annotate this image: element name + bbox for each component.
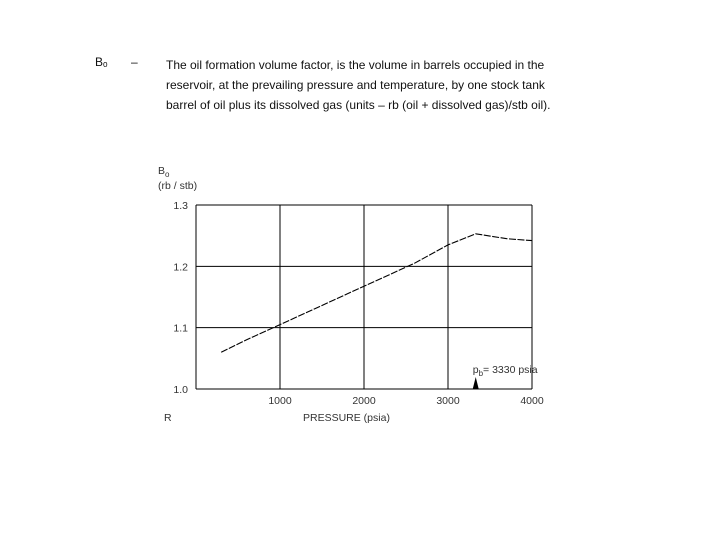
definition-dash: –	[131, 55, 138, 69]
x-tick-label: 1000	[268, 395, 292, 407]
x-tick-label: 4000	[520, 395, 544, 407]
definition-symbol: Bₒ	[95, 55, 108, 69]
y-axis-label: $B_o$	[158, 165, 170, 179]
corner-label: R	[164, 412, 172, 424]
y-tick-label: 1.0	[173, 384, 188, 396]
chart-series	[221, 234, 532, 352]
bubble-point-marker	[473, 377, 479, 389]
x-tick-label: 3000	[436, 395, 460, 407]
y-tick-label: 1.3	[173, 200, 188, 212]
y-tick-label: 1.1	[173, 322, 188, 335]
definition-line-3: barrel of oil plus its dissolved gas (units – rb (oil + dissolved gas)/stb oil).	[166, 98, 551, 112]
x-axis-label: PRESSURE (psia)	[303, 412, 390, 424]
chart-grid	[196, 205, 532, 389]
y-tick-label: 1.2	[173, 261, 188, 274]
bo-curve	[221, 234, 532, 352]
definition-line-2: reservoir, at the prevailing pressure and temperature, by one stock tank	[166, 78, 545, 92]
y-axis-units: (rb / stb)	[158, 180, 198, 192]
definition-line-1: The oil formation volume factor, is the volume in barrels occupied in the	[166, 58, 545, 72]
bubble-point-label: $p_b= 3330$ psia	[472, 364, 538, 378]
x-tick-label: 2000	[352, 395, 376, 407]
